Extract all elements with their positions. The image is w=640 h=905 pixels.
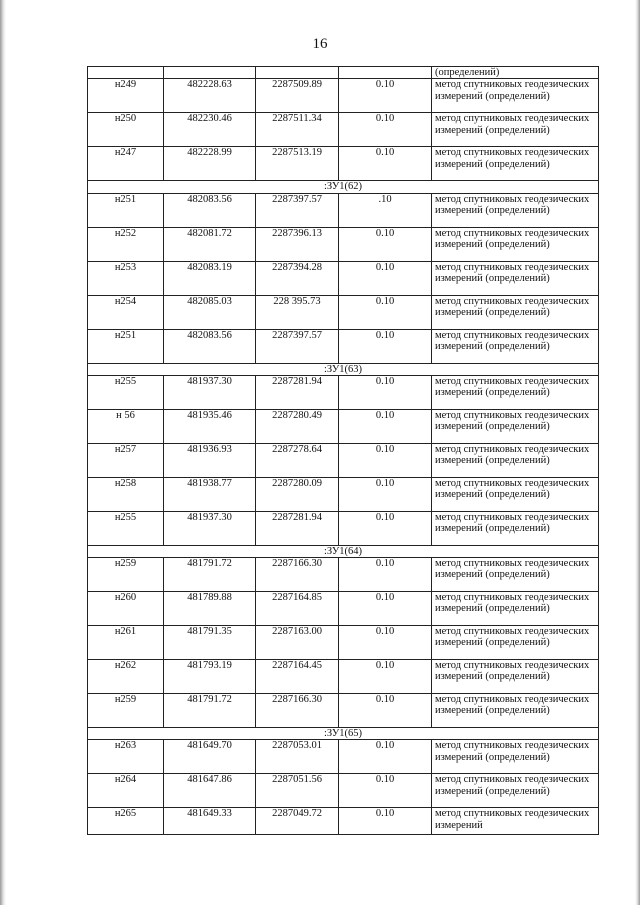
cell-precision: 0.10: [339, 477, 432, 511]
section-label: :ЗУ1(65): [88, 728, 599, 740]
cell-method: метод спутниковых геодезических измерений (определений): [432, 147, 599, 181]
cell-y: 2287166.30: [256, 694, 339, 728]
cell-precision: 0.10: [339, 295, 432, 329]
cell-point: н253: [88, 261, 164, 295]
cell-method: метод спутниковых геодезических измерений (определений): [432, 694, 599, 728]
cell-y: 2287051.56: [256, 774, 339, 808]
cell-precision: .10: [339, 193, 432, 227]
section-label: :ЗУ1(64): [88, 545, 599, 557]
table-row: [88, 660, 599, 694]
cell-x: 482081.72: [164, 227, 256, 261]
cell-y: 2287163.00: [256, 626, 339, 660]
table-row: [88, 558, 599, 592]
cell-precision: 0.10: [339, 511, 432, 545]
cell-y: 2287280.09: [256, 477, 339, 511]
cell-x: 482228.99: [164, 147, 256, 181]
cell-x: 481791.72: [164, 694, 256, 728]
cell-y: 2287280.49: [256, 409, 339, 443]
coordinates-table: [87, 66, 599, 835]
cell-method: метод спутниковых геодезических измерений: [432, 808, 599, 835]
cell-precision: 0.10: [339, 227, 432, 261]
cell-precision: 0.10: [339, 740, 432, 774]
cell-method: метод спутниковых геодезических измерений (определений): [432, 511, 599, 545]
cell-y: [256, 67, 339, 79]
cell-precision: 0.10: [339, 79, 432, 113]
cell-y: 2287396.13: [256, 227, 339, 261]
cell-method: метод спутниковых геодезических измерений (определений): [432, 626, 599, 660]
cell-point: н259: [88, 558, 164, 592]
table-row: [88, 443, 599, 477]
cell-precision: 0.10: [339, 113, 432, 147]
cell-point: н265: [88, 808, 164, 835]
cell-point: н247: [88, 147, 164, 181]
cell-point: н 56: [88, 409, 164, 443]
cell-x: 481937.30: [164, 511, 256, 545]
cell-method: метод спутниковых геодезических измерений (определений): [432, 558, 599, 592]
cell-precision: 0.10: [339, 147, 432, 181]
cell-point: н264: [88, 774, 164, 808]
cell-x: 481791.35: [164, 626, 256, 660]
table-row: [88, 295, 599, 329]
table-row: [88, 79, 599, 113]
cell-method: метод спутниковых геодезических измерений (определений): [432, 740, 599, 774]
table-row: [88, 147, 599, 181]
cell-point: н251: [88, 329, 164, 363]
section-label: :ЗУ1(63): [88, 363, 599, 375]
table-row: [88, 592, 599, 626]
section-header-row: [88, 545, 599, 557]
cell-precision: 0.10: [339, 443, 432, 477]
cell-y: 2287281.94: [256, 375, 339, 409]
table-row: [88, 740, 599, 774]
cell-method: метод спутниковых геодезических измерений (определений): [432, 261, 599, 295]
page-number: 16: [312, 36, 328, 52]
table-row: [88, 193, 599, 227]
cell-method: метод спутниковых геодезических измерений (определений): [432, 375, 599, 409]
cell-x: 482230.46: [164, 113, 256, 147]
section-header-row: [88, 181, 599, 193]
cell-point: н251: [88, 193, 164, 227]
section-header-row: [88, 363, 599, 375]
table-row: [88, 774, 599, 808]
cell-y: 2287049.72: [256, 808, 339, 835]
cell-precision: 0.10: [339, 660, 432, 694]
cell-x: 481649.33: [164, 808, 256, 835]
cell-precision: [339, 67, 432, 79]
cell-x: 481649.70: [164, 740, 256, 774]
cell-y: 2287397.57: [256, 329, 339, 363]
cell-y: 2287166.30: [256, 558, 339, 592]
cell-method: метод спутниковых геодезических измерений (определений): [432, 295, 599, 329]
cell-y: 2287513.19: [256, 147, 339, 181]
cell-precision: 0.10: [339, 329, 432, 363]
cell-point: [88, 67, 164, 79]
cell-x: 482083.56: [164, 329, 256, 363]
cell-point: н260: [88, 592, 164, 626]
cell-y: 228 395.73: [256, 295, 339, 329]
coordinates-table-body: [88, 67, 599, 835]
cell-x: 481935.46: [164, 409, 256, 443]
cell-x: 482083.19: [164, 261, 256, 295]
cell-method: метод спутниковых геодезических измерений (определений): [432, 774, 599, 808]
section-label: :ЗУ1(62): [88, 181, 599, 193]
cell-y: 2287281.94: [256, 511, 339, 545]
table-row: [88, 626, 599, 660]
cell-point: н263: [88, 740, 164, 774]
cell-precision: 0.10: [339, 592, 432, 626]
table-row: [88, 511, 599, 545]
cell-y: 2287053.01: [256, 740, 339, 774]
table-row: [88, 113, 599, 147]
cell-y: 2287394.28: [256, 261, 339, 295]
cell-y: 2287511.34: [256, 113, 339, 147]
cell-precision: 0.10: [339, 558, 432, 592]
cell-method: метод спутниковых геодезических измерений (определений): [432, 193, 599, 227]
table-row-continued: [88, 67, 599, 79]
table-row: [88, 694, 599, 728]
cell-x: 481938.77: [164, 477, 256, 511]
cell-method: метод спутниковых геодезических измерений (определений): [432, 409, 599, 443]
cell-point: н249: [88, 79, 164, 113]
cell-x: 481791.72: [164, 558, 256, 592]
cell-precision: 0.10: [339, 774, 432, 808]
cell-method: метод спутниковых геодезических измерений (определений): [432, 660, 599, 694]
section-header-row: [88, 728, 599, 740]
cell-point: н257: [88, 443, 164, 477]
cell-point: н250: [88, 113, 164, 147]
cell-y: 2287509.89: [256, 79, 339, 113]
cell-y: 2287278.64: [256, 443, 339, 477]
cell-precision: 0.10: [339, 261, 432, 295]
cell-x: [164, 67, 256, 79]
cell-x: 481793.19: [164, 660, 256, 694]
cell-method: метод спутниковых геодезических измерений (определений): [432, 79, 599, 113]
table-row: [88, 477, 599, 511]
table-row: [88, 808, 599, 835]
cell-x: 482083.56: [164, 193, 256, 227]
cell-precision: 0.10: [339, 409, 432, 443]
cell-x: 482228.63: [164, 79, 256, 113]
cell-method: метод спутниковых геодезических измерений (определений): [432, 592, 599, 626]
cell-point: н258: [88, 477, 164, 511]
cell-precision: 0.10: [339, 694, 432, 728]
table-row: [88, 329, 599, 363]
cell-point: н254: [88, 295, 164, 329]
table-row: [88, 227, 599, 261]
table-row: [88, 409, 599, 443]
cell-method: метод спутниковых геодезических измерений (определений): [432, 227, 599, 261]
cell-method: (определений): [432, 67, 599, 79]
cell-method: метод спутниковых геодезических измерений (определений): [432, 443, 599, 477]
cell-point: н259: [88, 694, 164, 728]
cell-method: метод спутниковых геодезических измерений (определений): [432, 329, 599, 363]
cell-point: н262: [88, 660, 164, 694]
cell-y: 2287397.57: [256, 193, 339, 227]
cell-point: н261: [88, 626, 164, 660]
cell-point: н252: [88, 227, 164, 261]
table-row: [88, 375, 599, 409]
cell-y: 2287164.85: [256, 592, 339, 626]
cell-x: 482085.03: [164, 295, 256, 329]
cell-x: 481647.86: [164, 774, 256, 808]
cell-x: 481789.88: [164, 592, 256, 626]
cell-precision: 0.10: [339, 808, 432, 835]
cell-precision: 0.10: [339, 375, 432, 409]
cell-precision: 0.10: [339, 626, 432, 660]
cell-point: н255: [88, 511, 164, 545]
table-row: [88, 261, 599, 295]
cell-y: 2287164.45: [256, 660, 339, 694]
scan-shadow-right: [635, 0, 640, 905]
cell-x: 481936.93: [164, 443, 256, 477]
cell-x: 481937.30: [164, 375, 256, 409]
cell-method: метод спутниковых геодезических измерений (определений): [432, 477, 599, 511]
cell-method: метод спутниковых геодезических измерений (определений): [432, 113, 599, 147]
cell-point: н255: [88, 375, 164, 409]
scan-shadow-left: [0, 0, 6, 905]
